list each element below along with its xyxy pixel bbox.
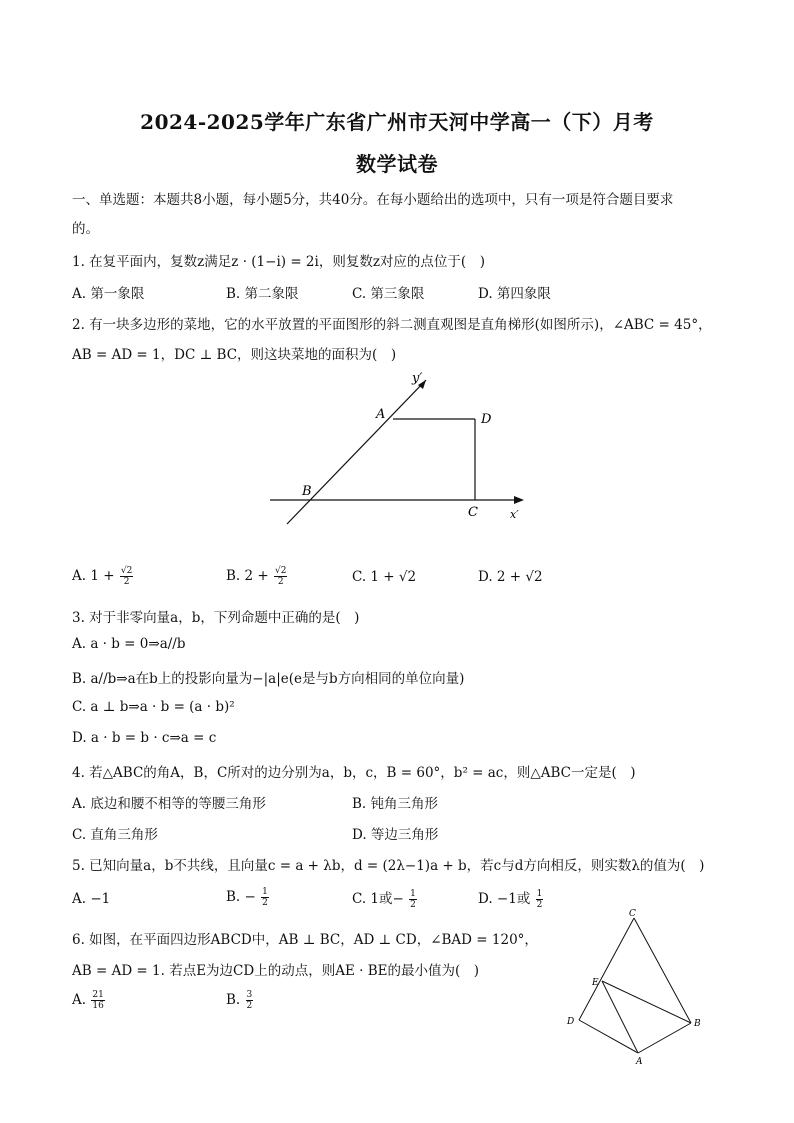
q2-option-d[interactable]: D. 2 + √2 [478, 569, 543, 585]
q1-option-c[interactable]: C. 第三象限 [352, 286, 425, 302]
q4-option-c[interactable]: C. 直角三角形 [72, 827, 158, 843]
q5-option-c-fraction: $\frac{1}{2}$ [410, 889, 416, 910]
q2-stem-line1: 2. 有一块多边形的菜地，它的水平放置的平面图形的斜二测直观图是直角梯形(如图所示)，∠ABC = 45°， [72, 317, 712, 333]
q2-y-axis [287, 380, 426, 524]
q3-option-a[interactable]: A. a · b = 0⇒a//b [72, 636, 186, 652]
q6-label-b: B [694, 1019, 701, 1029]
q2-label-x: x′ [510, 508, 519, 521]
q2-option-a[interactable] [72, 566, 134, 587]
q6-edge-ab [638, 1023, 691, 1053]
q6-edge-cb [634, 918, 691, 1023]
q6-option-b-fraction: $\frac{3}{2}$ [246, 990, 253, 1011]
q6-stem-line2: AB = AD = 1. 若点E为边CD上的动点，则AE · BE的最小值为( ) [72, 963, 479, 979]
q2-figure-trapezoid [260, 362, 540, 532]
q1-stem: 1. 在复平面内，复数z满足z · (1−i) = 2i，则复数z对应的点位于( ) [72, 254, 485, 270]
q2-option-b[interactable] [226, 566, 288, 587]
q6-edge-cd [579, 918, 634, 1020]
q5-option-b[interactable] [226, 887, 270, 908]
q4-option-b[interactable]: B. 钝角三角形 [352, 796, 439, 812]
q5-option-c-prefix: C. 1或− [352, 891, 404, 907]
q5-option-d-prefix: D. −1或 [478, 891, 531, 907]
q6-label-d: D [567, 1017, 575, 1027]
q6-label-a: A [636, 1057, 643, 1067]
q6-label-c: C [629, 909, 636, 919]
q6-option-b-prefix: B. [226, 992, 241, 1008]
q6-option-a[interactable] [72, 990, 106, 1011]
q6-option-a-fraction: $\frac{21}{16}$ [92, 990, 104, 1011]
q3-stem: 3. 对于非零向量a，b，下列命题中正确的是( ) [72, 610, 360, 626]
q2-label-a: A [376, 407, 386, 422]
q5-option-a[interactable]: A. −1 [72, 891, 111, 907]
q6-segment-ea [602, 981, 638, 1053]
q2-option-a-prefix: A. 1 + [72, 568, 115, 584]
q1-option-d[interactable]: D. 第四象限 [478, 286, 551, 302]
q1-option-b[interactable]: B. 第二象限 [226, 286, 299, 302]
q6-segment-eb [602, 981, 691, 1023]
q2-label-d: D [481, 412, 492, 427]
q6-option-a-prefix: A. [72, 992, 87, 1008]
q2-stem-line2: AB = AD = 1，DC ⊥ BC，则这块菜地的面积为( ) [72, 347, 397, 363]
q2-label-b: B [302, 484, 312, 499]
q3-option-d[interactable]: D. a · b = b · c⇒a = c [72, 730, 217, 746]
q6-stem-line1: 6. 如图，在平面四边形ABCD中，AB ⊥ BC，AD ⊥ CD，∠BAD = 120°， [72, 932, 538, 948]
paper-title: 2024-2025学年广东省广州市天河中学高一（下）月考 [140, 110, 654, 134]
q4-option-a[interactable]: A. 底边和腰不相等的等腰三角形 [72, 796, 266, 812]
q5-option-b-prefix: B. − [226, 889, 256, 905]
q2-option-a-fraction: $\frac{√2}{2}$ [120, 566, 133, 587]
q6-figure-quadrilateral [560, 905, 720, 1070]
q6-label-e: E [592, 978, 599, 988]
q3-option-b[interactable]: B. a//b⇒a在b上的投影向量为−|a|e(e是与b方向相同的单位向量) [72, 671, 465, 687]
q2-label-c: C [468, 505, 478, 520]
q2-option-b-prefix: B. 2 + [226, 568, 269, 584]
q3-option-c[interactable]: C. a ⊥ b⇒a · b = (a · b)² [72, 699, 235, 715]
q1-option-a[interactable]: A. 第一象限 [72, 286, 145, 302]
q2-label-y: y′ [412, 371, 423, 386]
q6-edge-da [579, 1020, 638, 1053]
q5-option-d-fraction: $\frac{1}{2}$ [536, 889, 543, 910]
q5-stem: 5. 已知向量a，b不共线，且向量c = a + λb，d = (2λ−1)a + b，若c与d方向相反，则实数λ的值为( ) [72, 858, 705, 874]
section-instructions-line2: 的。 [72, 221, 99, 237]
q5-option-b-fraction: $\frac{1}{2}$ [262, 887, 268, 908]
q4-option-d[interactable]: D. 等边三角形 [352, 827, 439, 843]
section-instructions-line1: 一、单选题：本题共8小题，每小题5分，共40分。在每小题给出的选项中，只有一项是符合题目要求 [72, 192, 674, 208]
q2-option-b-fraction: $\frac{√2}{2}$ [275, 566, 287, 587]
q2-option-c[interactable]: C. 1 + √2 [352, 569, 417, 585]
q5-option-c[interactable] [352, 887, 418, 910]
q4-stem: 4. 若△ABC的角A，B，C所对的边分别为a，b，c，B = 60°，b² = ac，则△ABC一定是( ) [72, 765, 636, 781]
q5-option-d[interactable] [478, 887, 544, 910]
q6-option-b[interactable] [226, 990, 254, 1011]
paper-subtitle: 数学试卷 [356, 152, 438, 176]
